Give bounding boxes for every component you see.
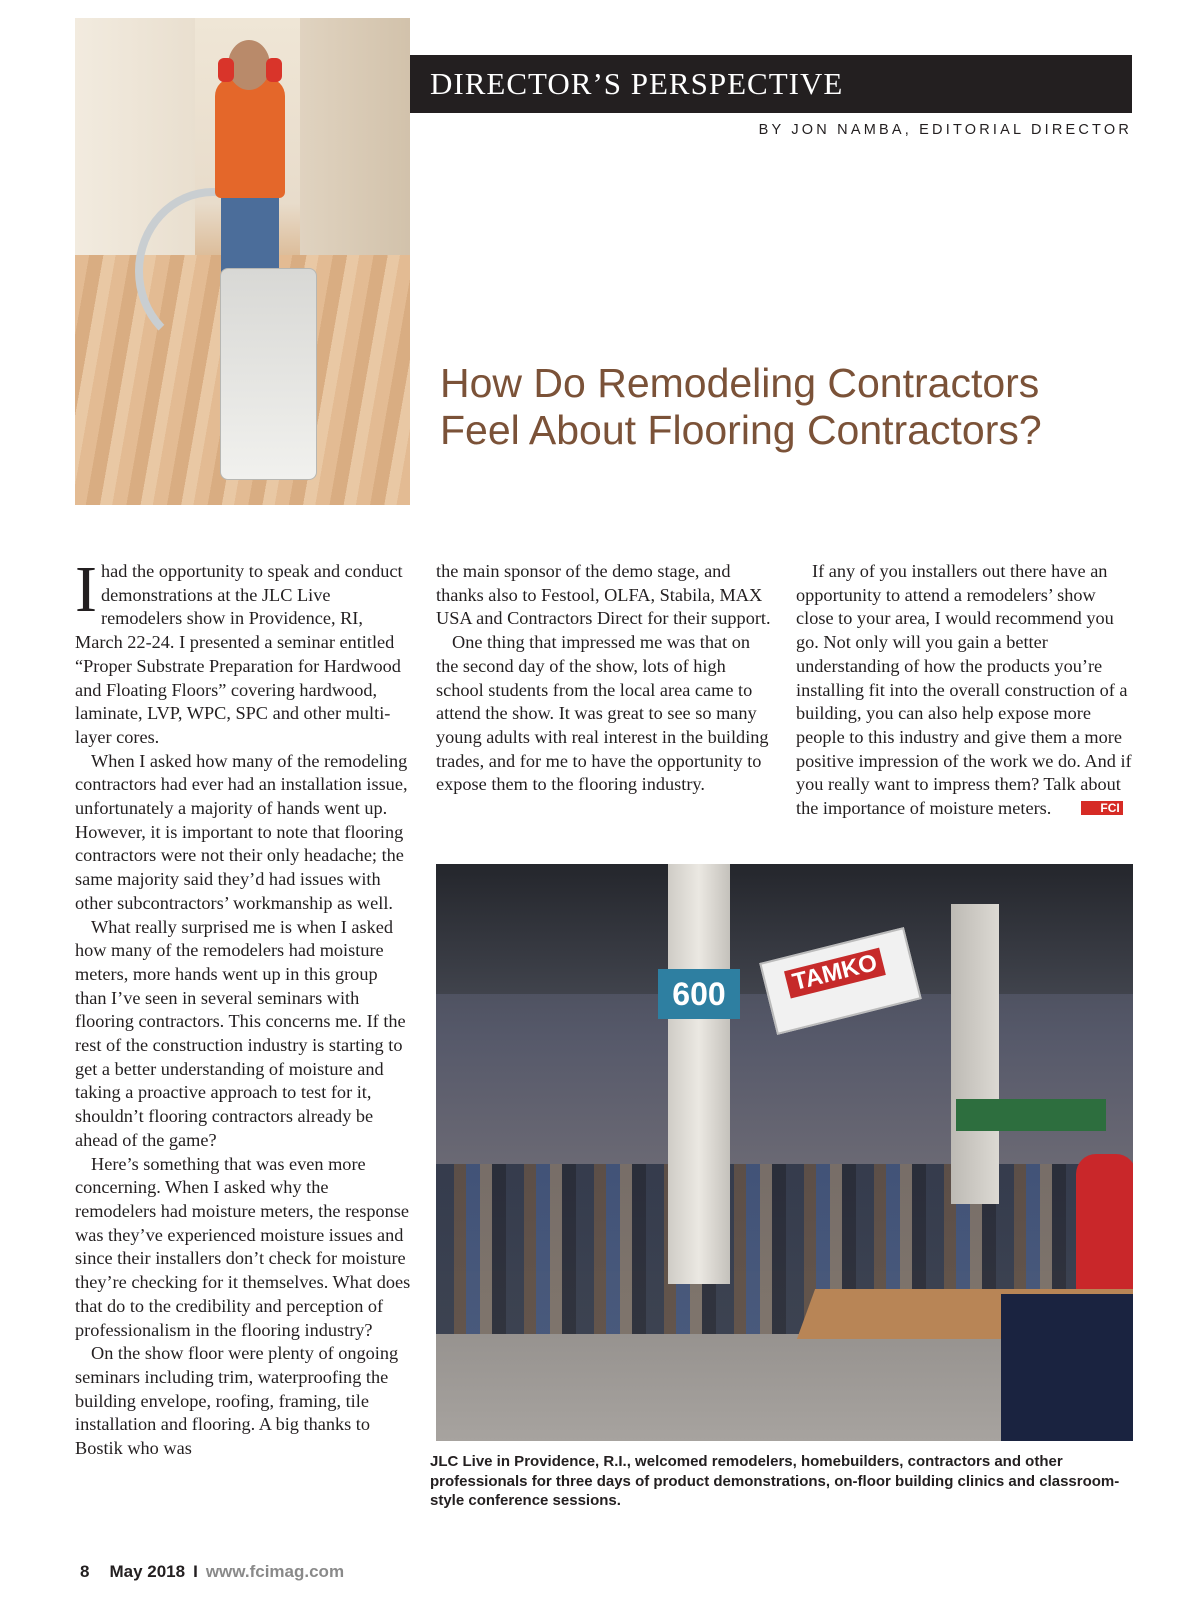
- booth-number-sign: 600: [658, 969, 740, 1019]
- paragraph-text: had the opportunity to speak and conduct demonstrations at the JLC Live remodelers show in Providence, RI, March 22-24. I presented a seminar entitled “Proper Substrate Preparation for Hardwood and Floating Floors” covering hardwood, laminate, LVP, WPC, SPC and other multi-layer cores.: [75, 561, 403, 747]
- headline-line-1: How Do Remodeling Contractors: [440, 360, 1040, 406]
- photo-floor-sander: [220, 268, 317, 480]
- paragraph: the main sponsor of the demo stage, and thanks also to Festool, OLFA, Stabila, MAX USA and Contractors Direct for their support.: [436, 561, 771, 629]
- section-title: DIRECTOR’S PERSPECTIVE: [430, 66, 844, 101]
- article-column-1: [75, 553, 411, 1461]
- article-headline: [440, 360, 1140, 454]
- paragraph: [75, 553, 411, 750]
- headline-line-2: Feel About Flooring Contractors?: [440, 407, 1042, 453]
- footer-separator: I: [193, 1562, 198, 1581]
- article-column-3: [796, 560, 1132, 821]
- paragraph: On the show floor were plenty of ongoing seminars including trim, waterproofing the building envelope, roofing, framing, tile installation and flooring. A big thanks to Bostik who was: [75, 1343, 399, 1459]
- page-footer: [80, 1562, 344, 1582]
- photo-earmuff-right: [266, 58, 282, 82]
- website-link[interactable]: www.fcimag.com: [205, 1562, 345, 1581]
- paragraph-text: If any of you installers out there have an opportunity to attend a remodelers’ show close to your area, I would recommend you go. Not only will you gain a better understanding of how the products you’re installing fit into the overall construction of a building, you can also help expose more people to this industry and give them a more positive impression of the work we do. And if you really want to impress them? Talk about the importance of moisture meters.: [796, 561, 1132, 819]
- paragraph: One thing that impressed me was that on the second day of the show, lots of high school students from the local area came to attend the show. It was great to see so many young adults with real interest in the building trades, and for me to have the opportunity to expose them to the flooring industry.: [436, 632, 769, 795]
- photo-person-head: [228, 40, 270, 90]
- drop-cap: I: [75, 553, 97, 626]
- issue-date: May 2018: [109, 1562, 186, 1581]
- paragraph: When I asked how many of the remodeling contractors had ever had an installation issue, unfortunately a majority of hands went up. However, it is important to note that flooring contractors were not their only headache; the same majority said they’d had issues with other subcontractors’ workmanship as well.: [75, 750, 408, 913]
- photo-person-shirt: [215, 78, 285, 198]
- page-number: 8: [80, 1562, 90, 1581]
- tamko-logo: TAMKO: [784, 948, 886, 999]
- trade-show-photo: [436, 864, 1133, 1441]
- photo-pillar-2: [951, 904, 999, 1204]
- article-column-2: [436, 560, 772, 797]
- paragraph: What really surprised me is when I asked how many of the remodelers had moisture meters, more hands went up in this group than I’ve seen in several seminars with flooring contractors. This concerns me. If the rest of the construction industry is starting to get a better understanding of moisture and taking a proactive approach to test for it, shouldn’t flooring contractors already be ahead of the game?: [75, 916, 406, 1150]
- sanding-photo: [75, 18, 410, 505]
- photo-festool-booth: [956, 1099, 1106, 1131]
- photo-wall-right: [300, 18, 410, 278]
- section-banner: [410, 55, 1132, 113]
- paragraph: [796, 560, 1132, 821]
- fci-end-logo-icon: FCI: [1081, 801, 1122, 815]
- photo-pillar: [668, 864, 730, 1284]
- byline: BY JON NAMBA, EDITORIAL DIRECTOR: [758, 122, 1132, 138]
- photo-booth-panel: [1001, 1294, 1133, 1441]
- paragraph: Here’s something that was even more concerning. When I asked why the remodelers had moisture meters, the response was they’ve experienced moisture issues and since their installers don’t check for moisture they’re checking for it themselves. What does that do to the credibility and perception of professionalism in the flooring industry?: [75, 1153, 411, 1340]
- photo-caption: JLC Live in Providence, R.I., welcomed remodelers, homebuilders, contractors and other professionals for three days of product demonstrations, on-floor building clinics and classroom-style conference sessions.: [430, 1453, 1120, 1509]
- photo-earmuff-left: [218, 58, 234, 82]
